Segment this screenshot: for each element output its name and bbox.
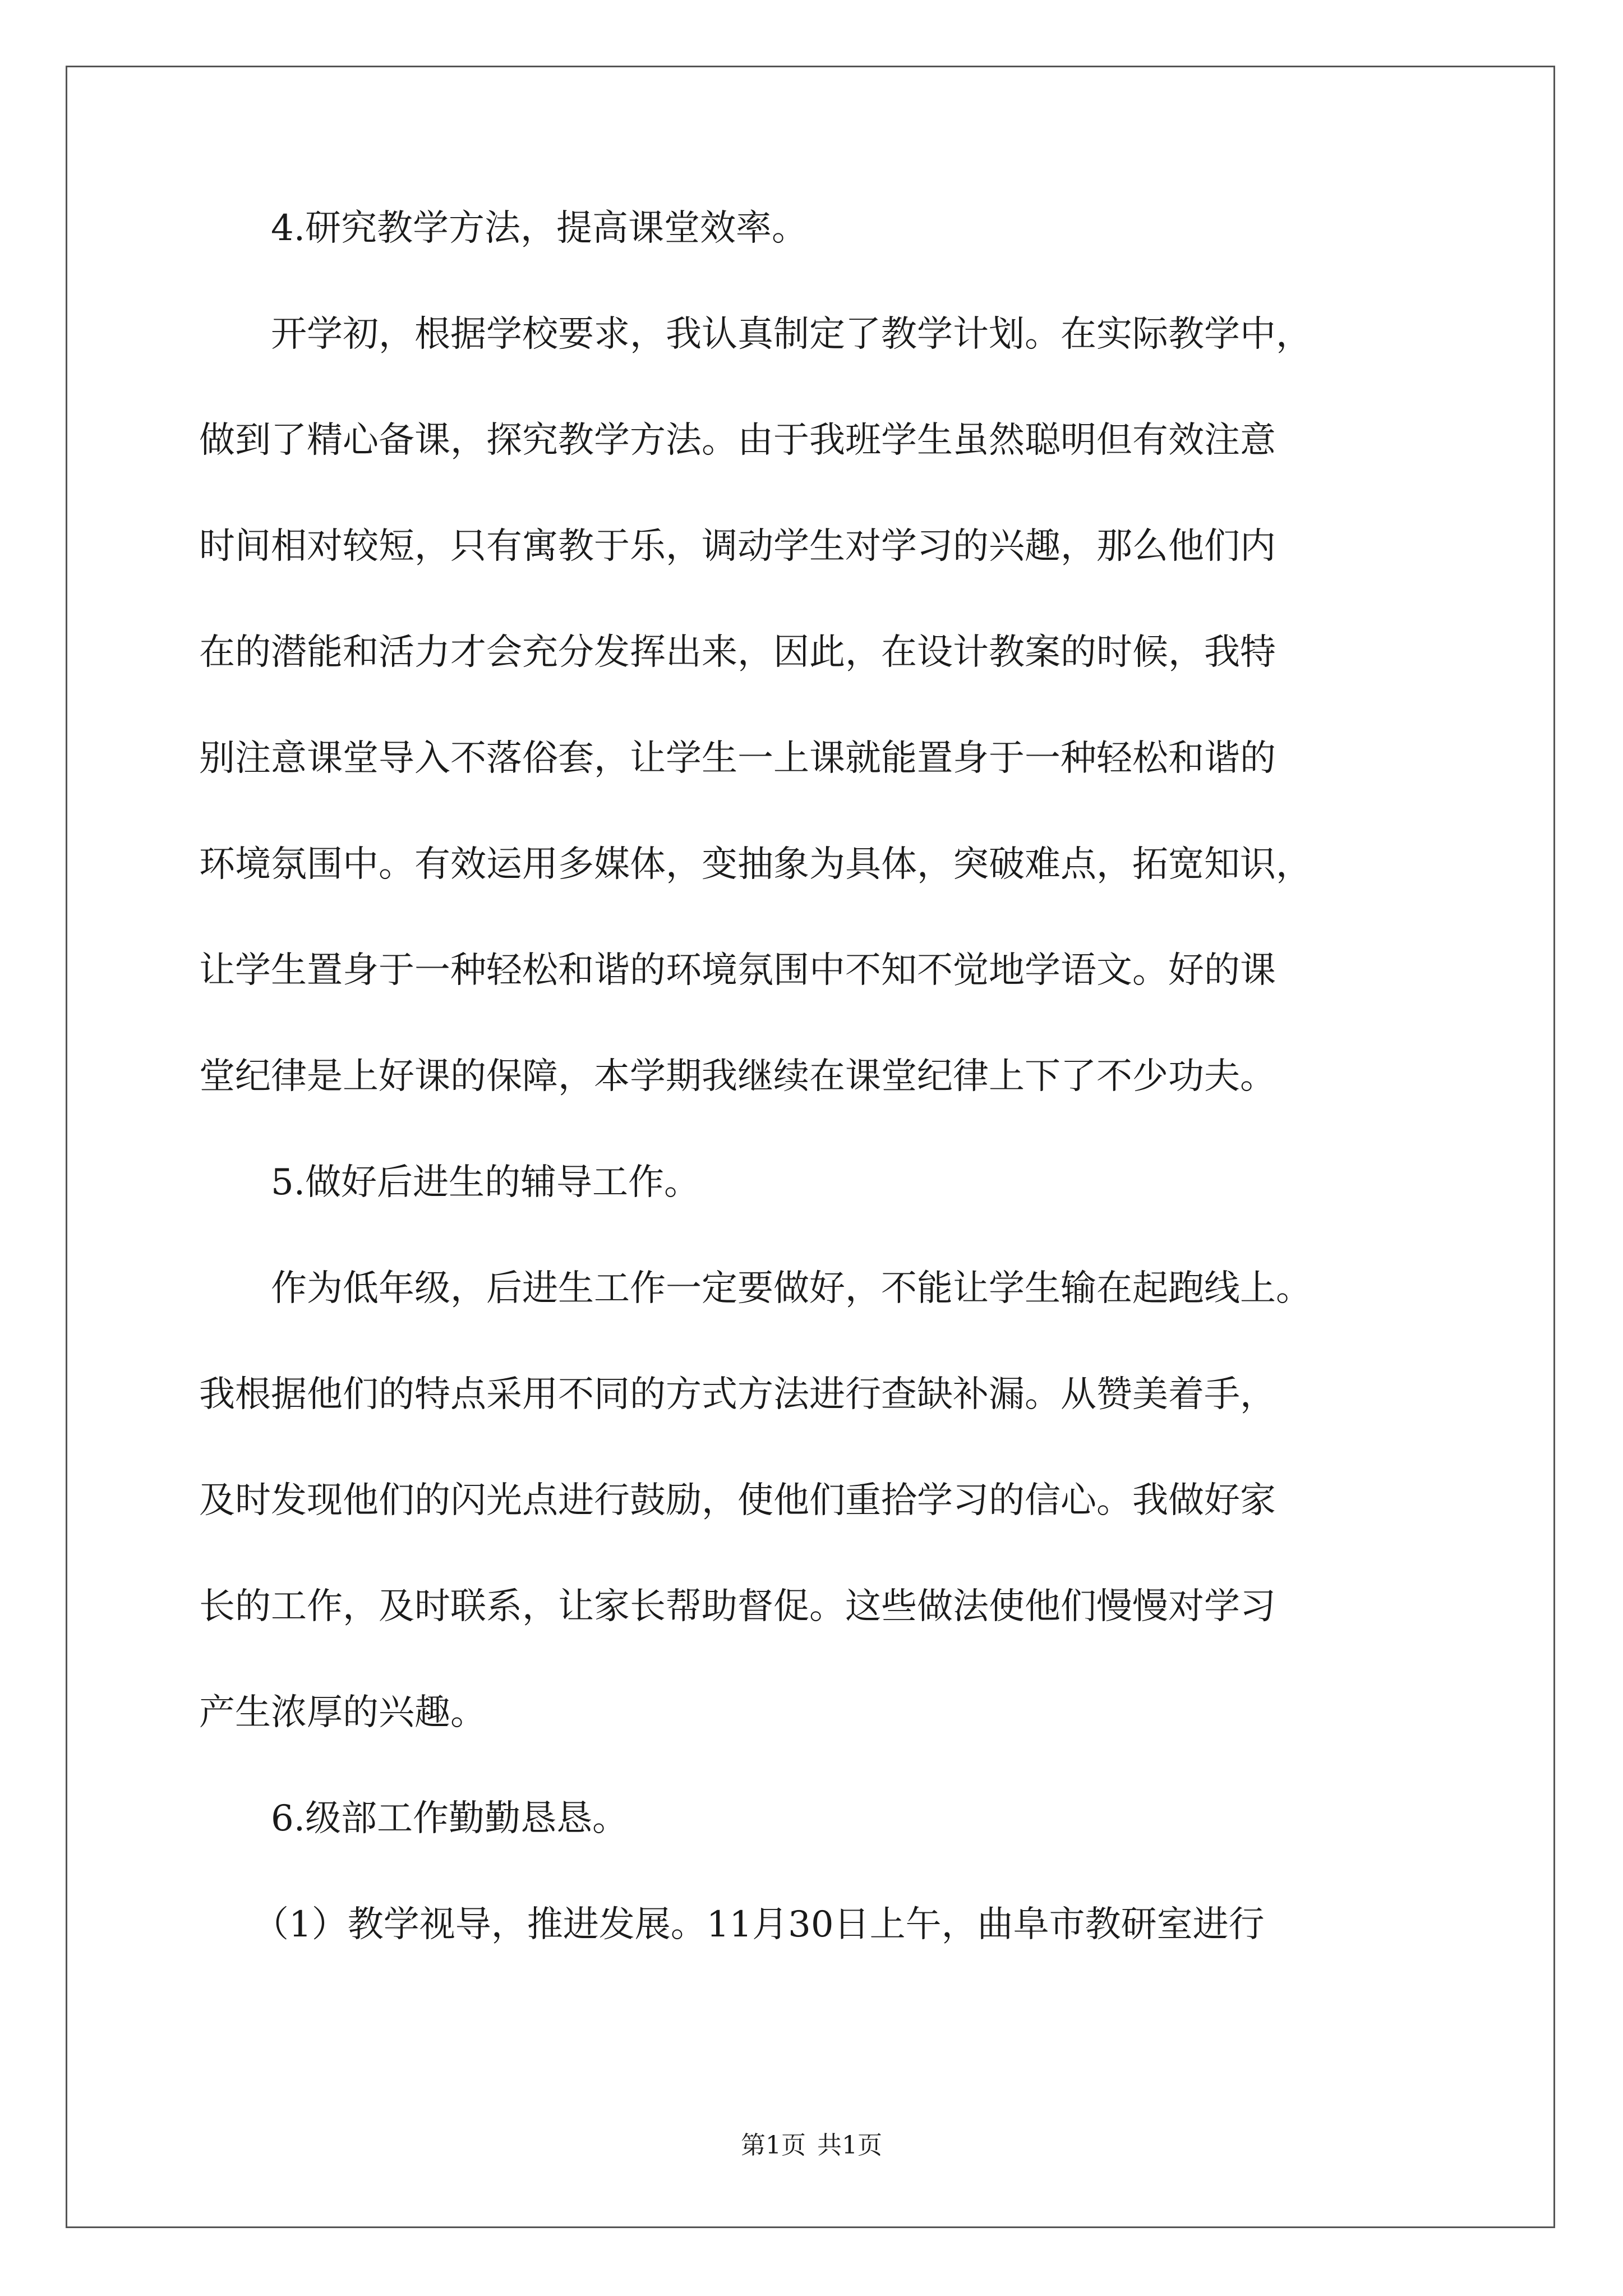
paragraph-line: 让学生置身于一种轻松和谐的环境氛围中不知不觉地学语文。好的课: [199, 950, 1276, 991]
heading-4: 4.研究教学方法，提高课堂效率。: [271, 208, 808, 249]
paragraph-line: 做到了精心备课，探究教学方法。由于我班学生虽然聪明但有效注意: [199, 420, 1276, 461]
heading-5: 5.做好后进生的辅导工作。: [271, 1162, 700, 1203]
document-body: [199, 210, 1433, 2013]
paragraph-line: 堂纪律是上好课的保障，本学期我继续在课堂纪律上下了不少功夫。: [199, 1056, 1276, 1097]
paragraph-line: 作为低年级，后进生工作一定要做好，不能让学生输在起跑线上。: [271, 1268, 1312, 1309]
paragraph-line: 时间相对较短，只有寓教于乐，调动学生对学习的兴趣，那么他们内: [199, 526, 1276, 567]
heading-6: 6.级部工作勤勤恳恳。: [271, 1798, 629, 1839]
page-footer: 第1页 共1页: [741, 2131, 882, 2160]
paragraph-line: 环境氛围中。有效运用多媒体，变抽象为具体，突破难点，拓宽知识，: [199, 844, 1312, 885]
paragraph-line: 开学初，根据学校要求，我认真制定了教学计划。在实际教学中，: [271, 314, 1312, 355]
paragraph-line: （1）教学视导，推进发展。11月30日上午，曲阜市教研室进行: [253, 1904, 1265, 1945]
paragraph-line: 长的工作，及时联系，让家长帮助督促。这些做法使他们慢慢对学习: [199, 1586, 1276, 1627]
paragraph-line: 别注意课堂导入不落俗套，让学生一上课就能置身于一种轻松和谐的: [199, 738, 1276, 779]
paragraph-line: 在的潜能和活力才会充分发挥出来，因此，在设计教案的时候，我特: [199, 632, 1276, 673]
paragraph-line: 及时发现他们的闪光点进行鼓励，使他们重拾学习的信心。我做好家: [199, 1480, 1276, 1521]
paragraph-line: 我根据他们的特点采用不同的方式方法进行查缺补漏。从赞美着手，: [199, 1374, 1276, 1415]
paragraph-line: 产生浓厚的兴趣。: [199, 1692, 486, 1733]
